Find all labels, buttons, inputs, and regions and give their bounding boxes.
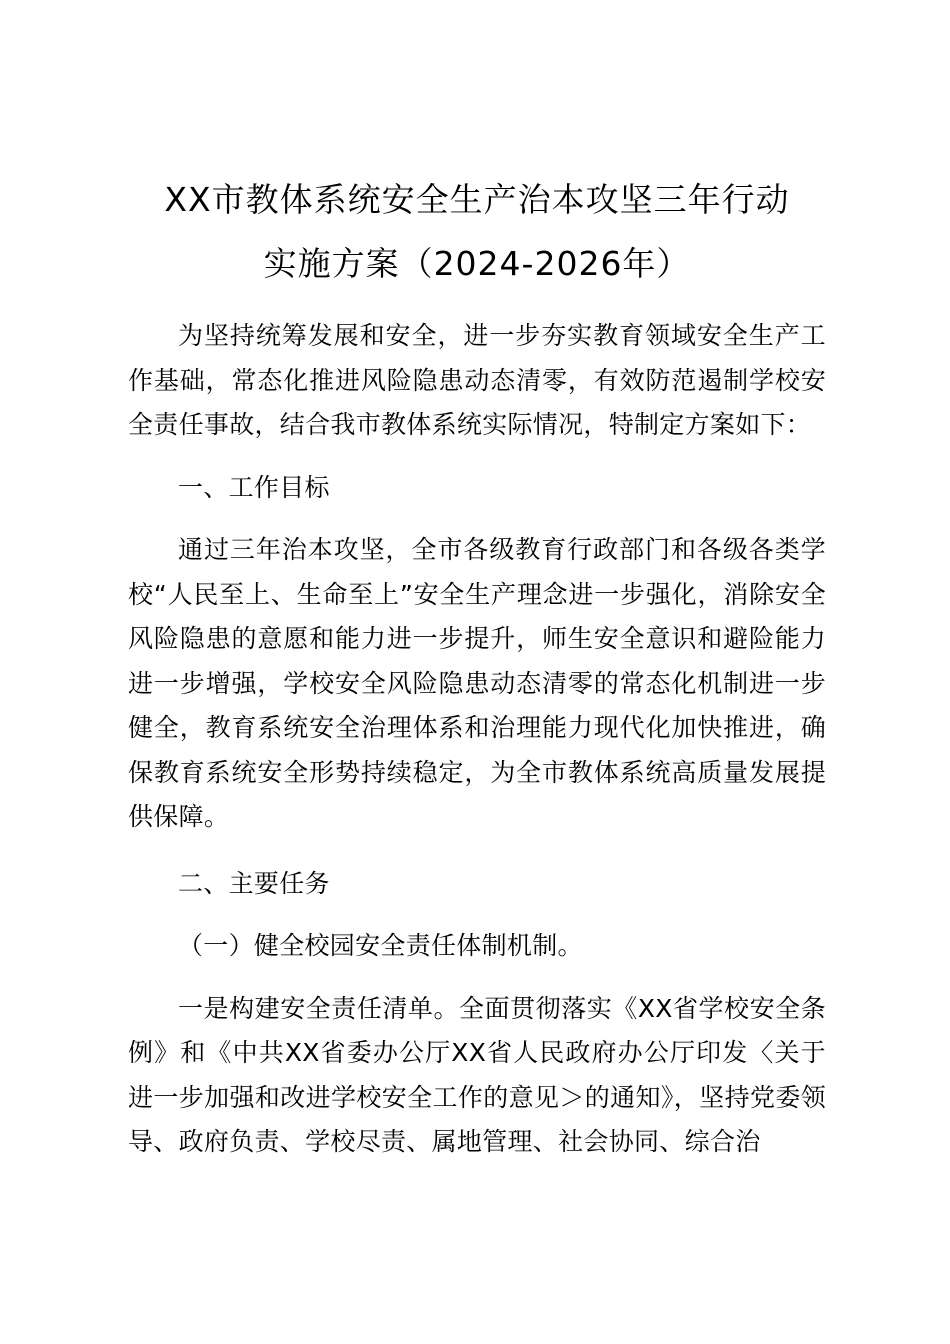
title-line-1: XX市教体系统安全生产治本攻坚三年行动 [164,180,790,219]
subsection-heading-responsibility: （一）健全校园安全责任体制机制。 [178,931,583,960]
title-line-2: 实施方案（2024-2026年） [263,244,691,283]
document-body [128,314,826,1165]
section-heading-tasks: 二、主要任务 [178,868,330,898]
goals-paragraph: 通过三年治本攻坚，全市各级教育行政部门和各级各类学校“人民至上、生命至上”安全生产理念进一步强化，消除安全风险隐患的意愿和能力进一步提升，师生安全意识和避险能力进一步增强，学校安全风险隐患动态清零的常态化机制进一步健全，教育系统安全治理体系和治理能力现代化加快推进，确保教育系统安全形势持续稳定，为全市教体系统高质量发展提供保障。 [128,535,826,831]
document-title [128,168,826,296]
intro-paragraph: 为坚持统筹发展和安全，进一步夯实教育领域安全生产工作基础，常态化推进风险隐患动态清零，有效防范遏制学校安全责任事故，结合我市教体系统实际情况，特制定方案如下： [128,321,826,439]
section-heading-goals: 一、工作目标 [178,472,330,502]
responsibility-paragraph: 一是构建安全责任清单。全面贯彻落实《XX省学校安全条例》和《中共XX省委办公厅XX省人民政府办公厅印发〈关于进一步加强和改进学校安全工作的意见＞的通知》，坚持党委领导、政府负责、学校尽责、属地管理、社会协同、综合治 [128,993,826,1156]
